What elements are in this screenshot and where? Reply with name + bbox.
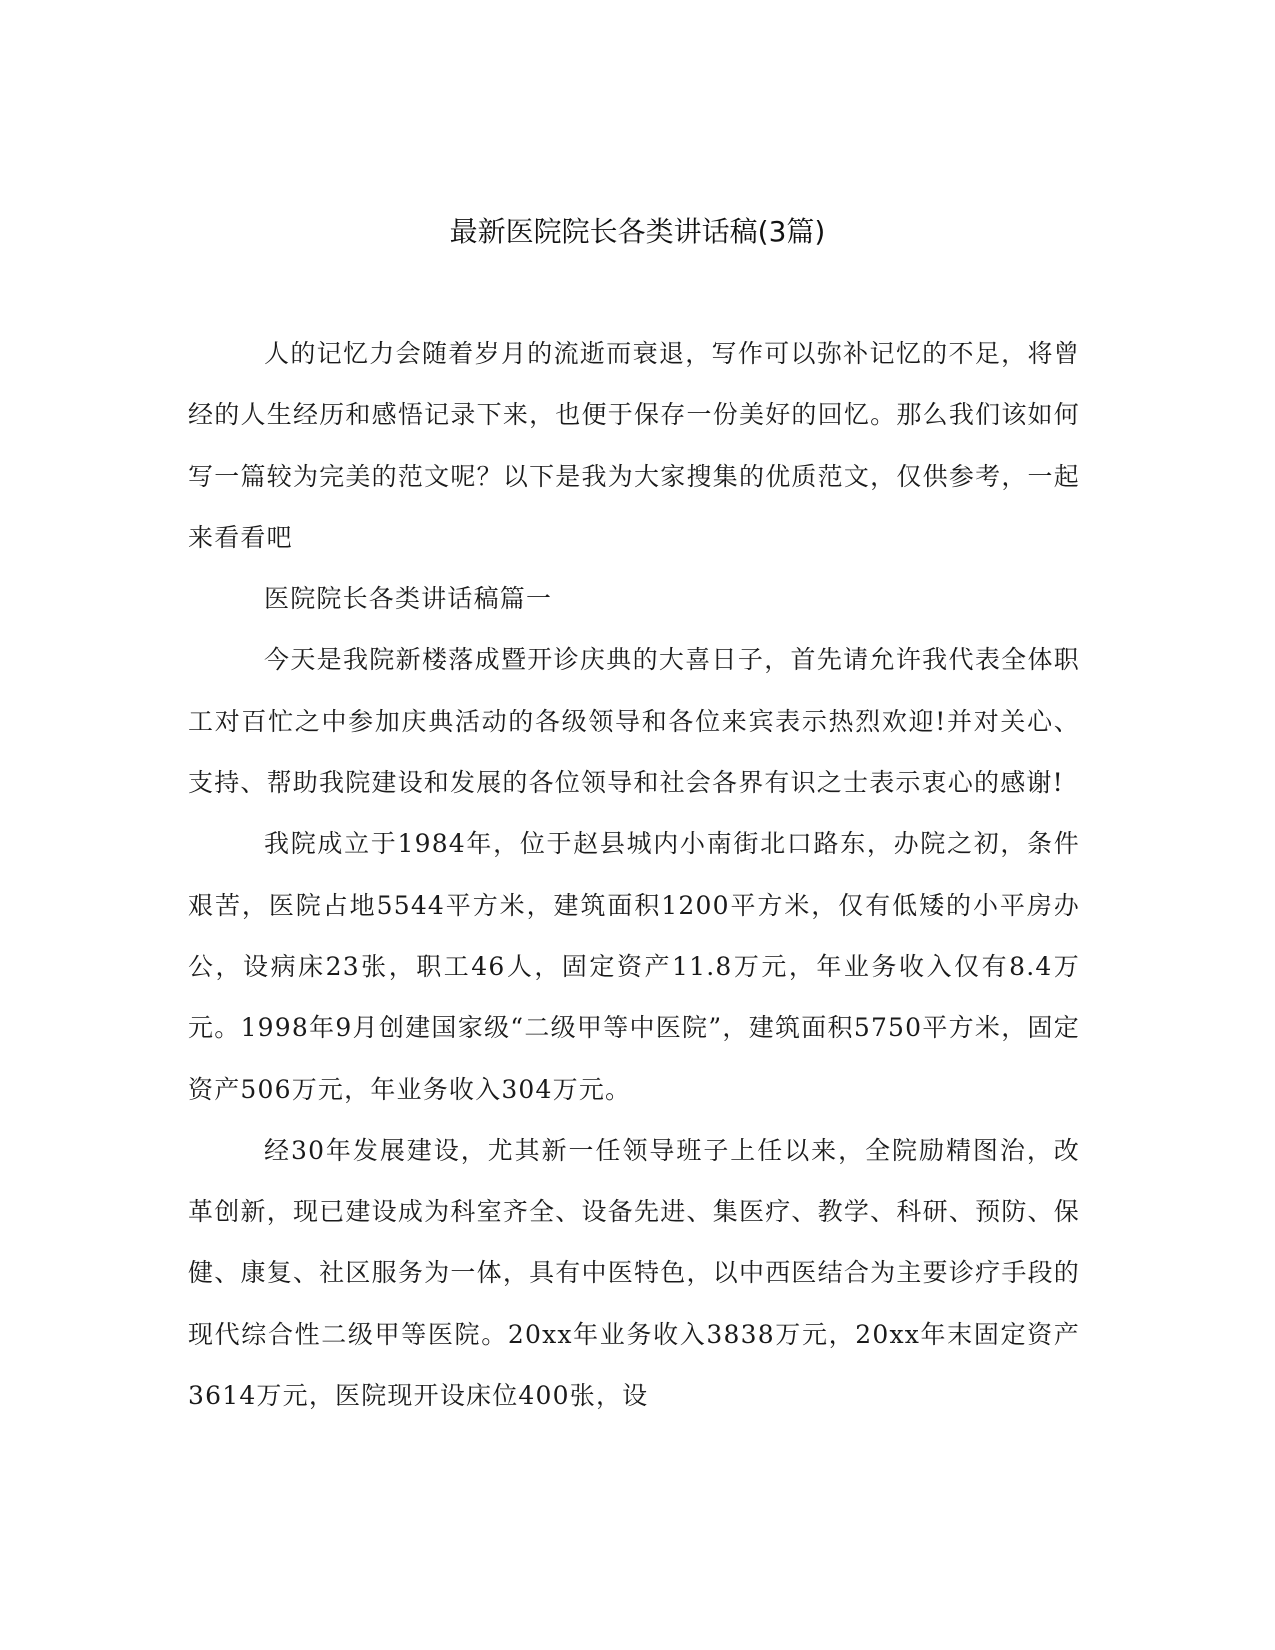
document-body xyxy=(188,323,1080,1426)
paragraph-development: 经30年发展建设，尤其新一任领导班子上任以来，全院励精图治，改革创新，现已建设成为科室齐全、设备先进、集医疗、教学、科研、预防、保健、康复、社区服务为一体，具有中医特色，以中西医结合为主要诊疗手段的现代综合性二级甲等医院。20xx年业务收入3838万元，20xx年末固定资产3614万元，医院现开设床位400张，设 xyxy=(188,1135,1080,1411)
section-heading: 医院院长各类讲话稿篇一 xyxy=(264,584,553,614)
document-title: 最新医院院长各类讲话稿(3篇) xyxy=(449,215,826,248)
paragraph-intro: 人的记忆力会随着岁月的流逝而衰退，写作可以弥补记忆的不足，将曾经的人生经历和感悟记录下来，也便于保存一份美好的回忆。那么我们该如何写一篇较为完美的范文呢？以下是我为大家搜集的优质范文，仅供参考，一起来看看吧 xyxy=(188,339,1080,552)
paragraph-history: 我院成立于1984年，位于赵县城内小南街北口路东，办院之初，条件艰苦，医院占地5544平方米，建筑面积1200平方米，仅有低矮的小平房办公，设病床23张，职工46人，固定资产11.8万元，年业务收入仅有8.4万元。1998年9月创建国家级“二级甲等中医院”，建筑面积5750平方米，固定资产506万元，年业务收入304万元。 xyxy=(188,829,1080,1104)
paragraph-welcome: 今天是我院新楼落成暨开诊庆典的大喜日子，首先请允许我代表全体职工对百忙之中参加庆典活动的各级领导和各位来宾表示热烈欢迎!并对关心、支持、帮助我院建设和发展的各位领导和社会各界有识之士表示衷心的感谢! xyxy=(188,645,1080,798)
